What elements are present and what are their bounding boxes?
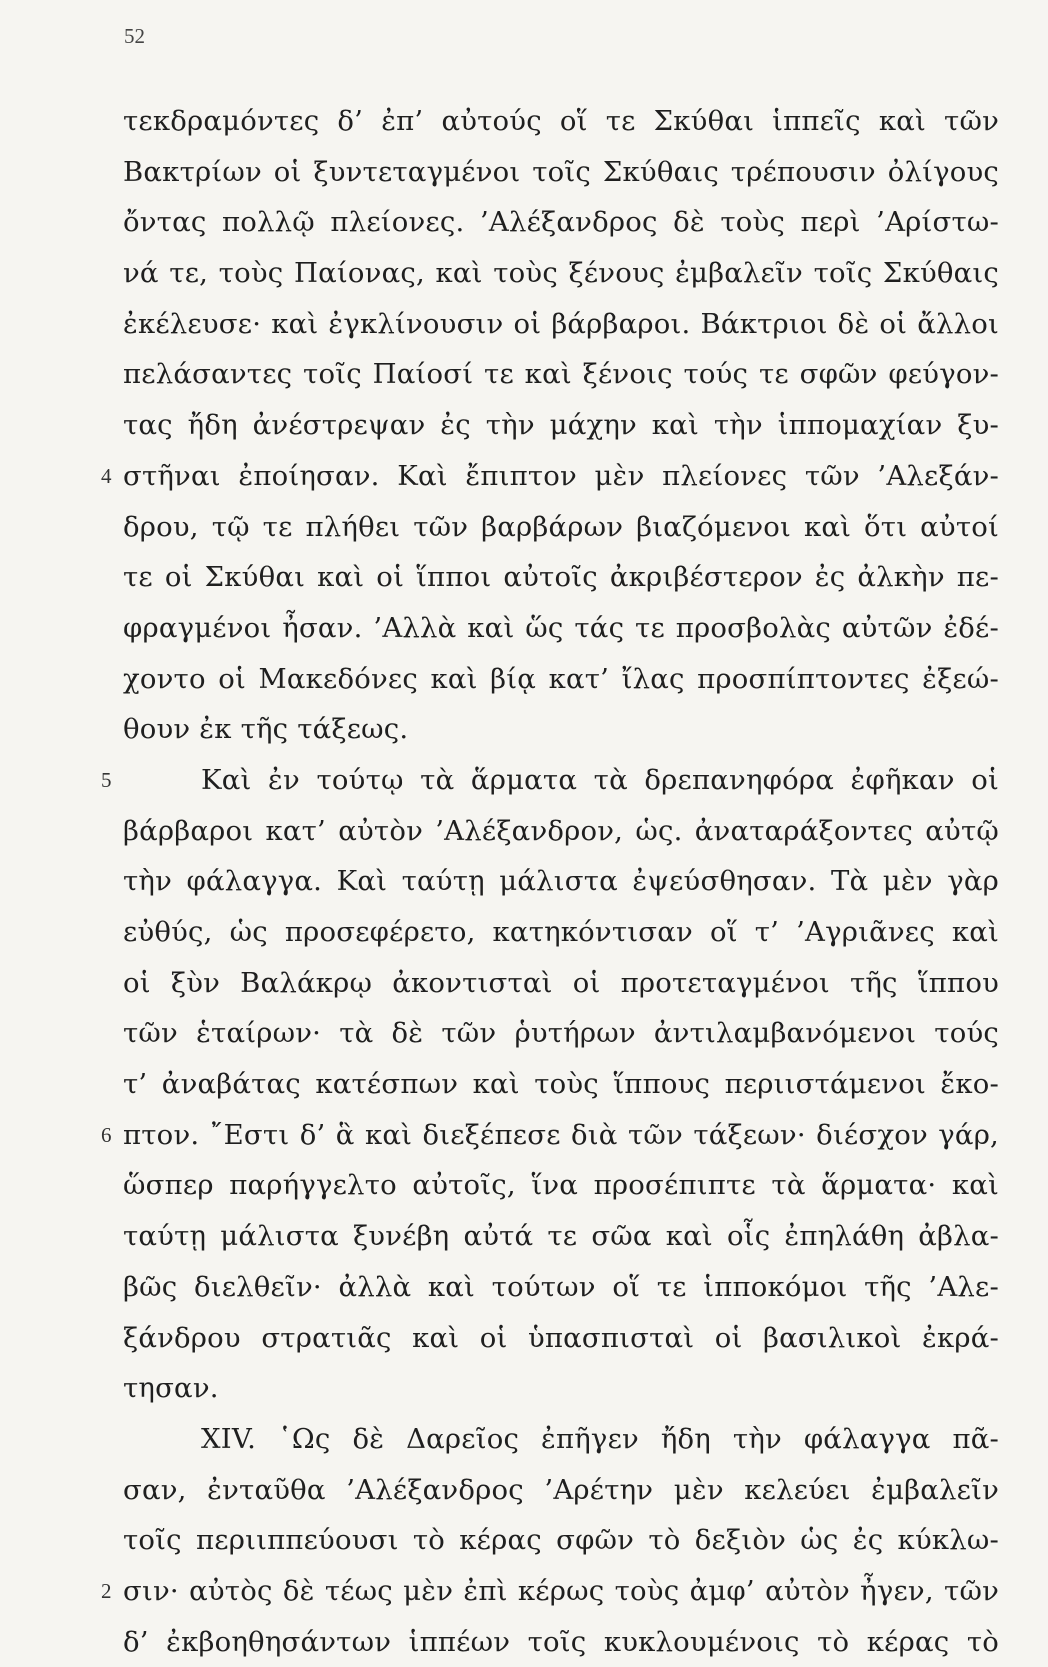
text-line	[101, 451, 999, 502]
line-text: σιν· αὐτὸς δὲ τέως μὲν ἐπὶ κέρως τοὺς ἀμφ’ αὐτὸν ἦγεν, τῶν	[123, 1574, 999, 1607]
line-text: βάρβαροι κατ’ αὐτὸν ’Αλέξανδρον, ὡς. ἀναταράξοντες αὐτῷ	[123, 814, 999, 847]
text-line	[123, 603, 999, 654]
page-number: 52	[124, 24, 145, 48]
text-line	[123, 96, 999, 147]
text-line	[101, 1110, 999, 1161]
text-line	[123, 958, 999, 1009]
text-line	[101, 755, 999, 806]
text-line	[123, 654, 999, 705]
line-text: φραγμένοι ἦσαν. ’Αλλὰ καὶ ὥς τάς τε προσβολὰς αὐτῶν ἐδέ-	[123, 611, 999, 644]
text-line	[123, 1414, 999, 1465]
line-text: οἱ ξὺν Βαλάκρῳ ἀκοντισταὶ οἱ προτεταγμένοι τῆς ἵππου	[123, 966, 999, 999]
section-margin-number: 6	[101, 1122, 112, 1147]
line-text: τὴν φάλαγγα. Καὶ ταύτῃ μάλιστα ἐψεύσθησαν. Τὰ μὲν γὰρ	[123, 865, 999, 898]
line-text: εὐθύς, ὡς προσεφέρετο, κατηκόντισαν οἵ τ’ ’Αγριᾶνες καὶ	[123, 916, 999, 948]
line-text: Καὶ ἐν τούτῳ τὰ ἅρματα τὰ δρεπανηφόρα ἐφῆκαν οἱ	[201, 763, 999, 796]
text-line	[123, 349, 999, 400]
line-text: Βακτρίων οἱ ξυντεταγμένοι τοῖς Σκύθαις τρέπουσιν ὀλίγους	[123, 155, 999, 188]
line-text: ὥσπερ παρήγγελτο αὐτοῖς, ἵνα προσέπιπτε τὰ ἅρματα· καὶ	[123, 1169, 999, 1202]
text-line	[123, 299, 999, 350]
line-text: τοῖς περιιππεύουσι τὸ κέρας σφῶν τὸ δεξιὸν ὡς ἐς κύκλω-	[123, 1524, 999, 1557]
text-line	[123, 552, 999, 603]
line-text: τ’ ἀναβάτας κατέσπων καὶ τοὺς ἵππους περιιστάμενοι ἔκο-	[123, 1068, 999, 1101]
line-text: πτον. ῎Εστι δ’ ἃ καὶ διεξέπεσε διὰ τῶν τάξεων· διέσχον γάρ,	[123, 1118, 999, 1151]
text-line	[123, 1262, 999, 1313]
line-text: σαν, ἐνταῦθα ’Αλέξανδρος ’Αρέτην μὲν κελεύει ἐμβαλεῖν	[123, 1473, 999, 1506]
text-line	[123, 147, 999, 198]
text-line	[123, 400, 999, 451]
line-text: XIV. ῾Ως δὲ Δαρεῖος ἐπῆγεν ἤδη τὴν φάλαγγα πᾶ-	[201, 1422, 999, 1455]
text-line	[123, 1617, 999, 1667]
section-margin-number: 4	[101, 463, 112, 488]
line-text: τας ἤδη ἀνέστρεψαν ἐς τὴν μάχην καὶ τὴν ἱππομαχίαν ξυ-	[123, 409, 999, 442]
text-line	[123, 1465, 999, 1516]
line-text: τεκδραμόντες δ’ ἐπ’ αὐτούς οἵ τε Σκύθαι ἱππεῖς καὶ τῶν	[123, 105, 999, 137]
line-text: βῶς διελθεῖν· ἀλλὰ καὶ τούτων οἵ τε ἱπποκόμοι τῆς ’Αλε-	[123, 1270, 999, 1303]
line-text: πελάσαντες τοῖς Παίοσί τε καὶ ξένοις τούς τε σφῶν φεύγον-	[123, 358, 999, 391]
line-text: ἐκέλευσε· καὶ ἐγκλίνουσιν οἱ βάρβαροι. Βάκτριοι δὲ οἱ ἄλλοι	[123, 307, 999, 340]
line-text: τῶν ἑταίρων· τὰ δὲ τῶν ῥυτήρων ἀντιλαμβανόμενοι τούς	[123, 1017, 999, 1050]
line-text: ξάνδρου στρατιᾶς καὶ οἱ ὑπασπισταὶ οἱ βασιλικοὶ ἐκρά-	[123, 1321, 999, 1354]
body-text	[101, 96, 999, 1667]
text-line	[123, 248, 999, 299]
text-line	[123, 1363, 999, 1414]
text-line	[123, 1313, 999, 1364]
text-line	[123, 502, 999, 553]
text-line	[123, 704, 999, 755]
line-text: τε οἱ Σκύθαι καὶ οἱ ἵπποι αὐτοῖς ἀκριβέστερον ἐς ἀλκὴν πε-	[123, 561, 999, 594]
line-text: θουν ἐκ τῆς τάξεως.	[123, 713, 409, 746]
section-margin-number: 5	[101, 767, 112, 792]
text-line	[123, 907, 999, 958]
text-line	[123, 1211, 999, 1262]
line-text: δρου, τῷ τε πλήθει τῶν βαρβάρων βιαζόμενοι καὶ ὅτι αὐτοί	[123, 510, 999, 543]
text-line	[123, 806, 999, 857]
text-line	[123, 1160, 999, 1211]
line-text: ταύτῃ μάλιστα ξυνέβη αὐτά τε σῶα καὶ οἷς ἐπηλάθη ἀβλα-	[123, 1220, 999, 1253]
text-line	[123, 1059, 999, 1110]
text-line	[101, 1566, 999, 1617]
section-margin-number: 2	[101, 1578, 112, 1603]
text-line	[123, 856, 999, 907]
line-text: ὄντας πολλῷ πλείονες. ’Αλέξανδρος δὲ τοὺς περὶ ’Αρίστω-	[123, 206, 999, 239]
line-text: νά τε, τοὺς Παίονας, καὶ τοὺς ξένους ἐμβαλεῖν τοῖς Σκύθαις	[123, 257, 999, 290]
text-line	[123, 1515, 999, 1566]
line-text: στῆναι ἐποίησαν. Καὶ ἔπιπτον μὲν πλείονες τῶν ’Αλεξάν-	[123, 459, 999, 492]
line-text: δ’ ἐκβοηθησάντων ἱππέων τοῖς κυκλουμένοις τὸ κέρας τὸ	[123, 1625, 999, 1658]
line-text: χοντο οἱ Μακεδόνες καὶ βίᾳ κατ’ ἴλας προσπίπτοντες ἐξεώ-	[123, 662, 999, 695]
text-line	[123, 197, 999, 248]
line-text: τησαν.	[123, 1372, 219, 1405]
text-line	[123, 1008, 999, 1059]
